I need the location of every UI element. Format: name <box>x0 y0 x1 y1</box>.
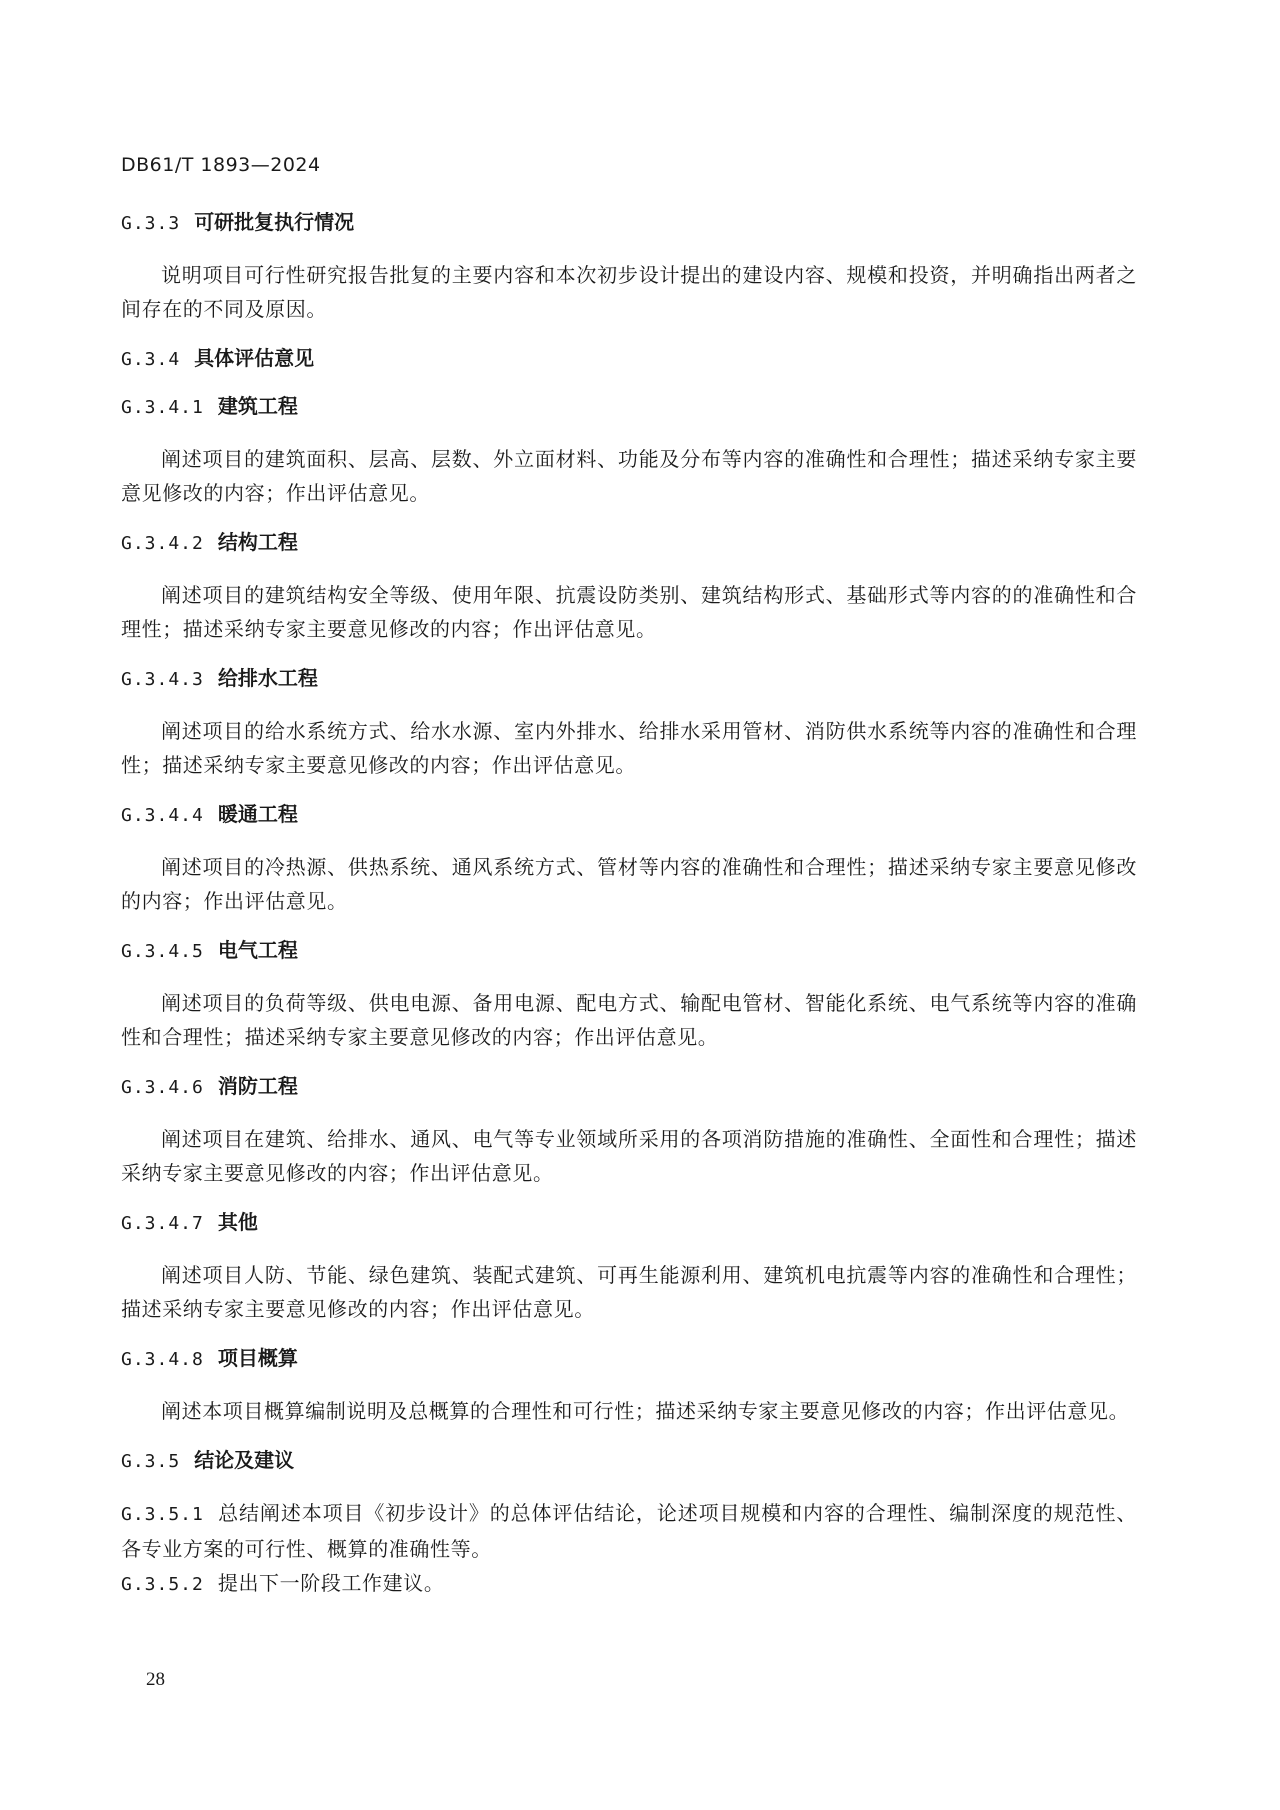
subsection-heading <box>121 1072 1137 1102</box>
section-title: 给排水工程 <box>217 666 318 690</box>
item-number: G.3.5.2 <box>121 1574 204 1595</box>
item-text: 总结阐述本项目《初步设计》的总体评估结论，论述项目规模和内容的合理性、编制深度的规范性、各专业方案的可行性、概算的准确性等。 <box>121 1501 1137 1561</box>
section-title: 电气工程 <box>217 938 298 962</box>
section-heading <box>121 344 1137 374</box>
subsection-heading <box>121 664 1137 694</box>
subsection-heading <box>121 800 1137 830</box>
section-paragraph: 阐述项目在建筑、给排水、通风、电气等专业领域所采用的各项消防措施的准确性、全面性和合理性；描述采纳专家主要意见修改的内容；作出评估意见。 <box>121 1127 1137 1185</box>
section-title: 具体评估意见 <box>194 346 315 370</box>
section-number: G.3.4.2 <box>121 533 204 554</box>
numbered-item <box>121 1566 1137 1602</box>
section-paragraph: 说明项目可行性研究报告批复的主要内容和本次初步设计提出的建设内容、规模和投资，并明确指出两者之间存在的不同及原因。 <box>121 263 1137 321</box>
section-title: 结论及建议 <box>194 1448 295 1472</box>
item-number: G.3.5.1 <box>121 1504 204 1525</box>
section-title: 结构工程 <box>217 530 298 554</box>
section-heading <box>121 208 1137 238</box>
section-number: G.3.3 <box>121 213 181 234</box>
section-paragraph: 阐述项目的建筑面积、层高、层数、外立面材料、功能及分布等内容的准确性和合理性；描述采纳专家主要意见修改的内容；作出评估意见。 <box>121 447 1137 505</box>
page-number: 28 <box>146 1669 165 1690</box>
subsection-heading <box>121 1208 1137 1238</box>
section-number: G.3.4.7 <box>121 1213 204 1234</box>
numbered-item <box>121 1496 1137 1566</box>
section-number: G.3.4.8 <box>121 1349 204 1370</box>
subsection-heading <box>121 936 1137 966</box>
section-paragraph: 阐述项目的负荷等级、供电电源、备用电源、配电方式、输配电管材、智能化系统、电气系统等内容的准确性和合理性；描述采纳专家主要意见修改的内容；作出评估意见。 <box>121 991 1137 1049</box>
section-paragraph: 阐述项目人防、节能、绿色建筑、装配式建筑、可再生能源利用、建筑机电抗震等内容的准确性和合理性；描述采纳专家主要意见修改的内容；作出评估意见。 <box>121 1263 1137 1321</box>
section-title: 建筑工程 <box>217 394 298 418</box>
document-body <box>121 208 1137 1602</box>
section-paragraph: 阐述本项目概算编制说明及总概算的合理性和可行性；描述采纳专家主要意见修改的内容；作出评估意见。 <box>161 1399 1130 1423</box>
section-number: G.3.4 <box>121 349 181 370</box>
section-title: 消防工程 <box>217 1074 298 1098</box>
subsection-heading <box>121 392 1137 422</box>
subsection-heading <box>121 1344 1137 1374</box>
section-title: 其他 <box>217 1210 258 1234</box>
section-paragraph: 阐述项目的冷热源、供热系统、通风系统方式、管材等内容的准确性和合理性；描述采纳专家主要意见修改的内容；作出评估意见。 <box>121 855 1137 913</box>
section-number: G.3.5 <box>121 1451 181 1472</box>
section-number: G.3.4.1 <box>121 397 204 418</box>
section-paragraph: 阐述项目的建筑结构安全等级、使用年限、抗震设防类别、建筑结构形式、基础形式等内容的的准确性和合理性；描述采纳专家主要意见修改的内容；作出评估意见。 <box>121 583 1137 641</box>
section-number: G.3.4.3 <box>121 669 204 690</box>
item-text: 提出下一阶段工作建议。 <box>217 1571 445 1595</box>
section-number: G.3.4.4 <box>121 805 204 826</box>
section-title: 项目概算 <box>217 1346 298 1370</box>
section-title: 可研批复执行情况 <box>194 210 355 234</box>
section-number: G.3.4.6 <box>121 1077 204 1098</box>
document-code: DB61/T 1893—2024 <box>121 154 321 176</box>
section-heading <box>121 1446 1137 1476</box>
subsection-heading <box>121 528 1137 558</box>
section-number: G.3.4.5 <box>121 941 204 962</box>
section-paragraph: 阐述项目的给水系统方式、给水水源、室内外排水、给排水采用管材、消防供水系统等内容的准确性和合理性；描述采纳专家主要意见修改的内容；作出评估意见。 <box>121 719 1137 777</box>
section-title: 暖通工程 <box>217 802 298 826</box>
